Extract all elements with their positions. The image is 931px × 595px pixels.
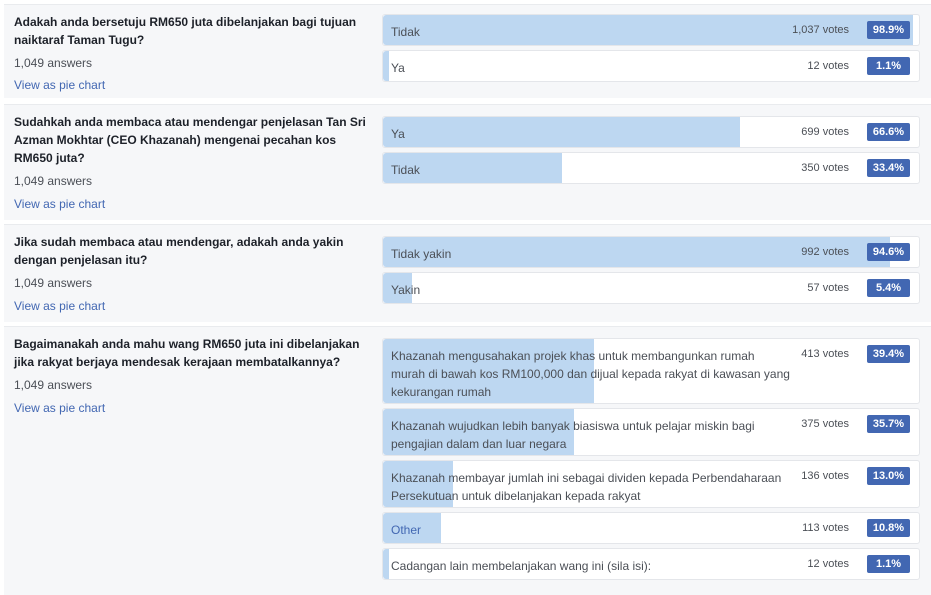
other-responses-link[interactable]: Other: [391, 523, 422, 537]
option-label: Tidak yakin: [391, 247, 452, 261]
answer-count: 1,049 answers: [14, 56, 93, 70]
view-pie-chart-link[interactable]: View as pie chart: [14, 401, 106, 415]
vote-count: 350 votes: [801, 162, 849, 174]
vote-count: 136 votes: [801, 470, 849, 482]
vote-count: 12 votes: [807, 558, 849, 570]
poll-option[interactable]: [382, 152, 920, 184]
vote-count: 992 votes: [801, 246, 849, 258]
question-title: Jika sudah membaca atau mendengar, adakah anda yakin dengan penjelasan itu?: [14, 235, 344, 267]
option-label: Khazanah membayar jumlah ini sebagai dividen kepada Perbendaharaan Persekutuan untuk dibelanjakan kepada rakyat: [391, 471, 782, 503]
question-title: Sudahkah anda membaca atau mendengar penjelasan Tan Sri Azman Mokhtar (CEO Khazanah) mengenai pecahan kos RM650 juta?: [14, 115, 366, 165]
vote-bar: [383, 51, 389, 81]
option-label: Khazanah mengusahakan projek khas untuk membangunkan rumah murah di bawah kos RM100,000 dan dijual kepada rakyat di kawasan yang kekurangan rumah: [391, 349, 790, 399]
percentage-badge: 39.4%: [867, 345, 910, 363]
vote-bar: [383, 549, 389, 579]
poll-option[interactable]: [382, 338, 920, 404]
poll-option[interactable]: [382, 408, 920, 456]
poll-option[interactable]: [382, 236, 920, 268]
option-label: Khazanah wujudkan lebih banyak biasiswa untuk pelajar miskin bagi pengajian dalam dan luar negara: [391, 419, 755, 451]
option-label: Tidak: [391, 163, 420, 177]
answer-count: 1,049 answers: [14, 276, 93, 290]
vote-count: 699 votes: [801, 126, 849, 138]
option-label: Yakin: [391, 283, 421, 297]
percentage-badge: 33.4%: [867, 159, 910, 177]
percentage-badge: 94.6%: [867, 243, 910, 261]
option-label: Tidak: [391, 25, 420, 39]
poll-option[interactable]: [382, 548, 920, 580]
percentage-badge: 1.1%: [867, 57, 910, 75]
view-pie-chart-link[interactable]: View as pie chart: [14, 197, 106, 211]
percentage-badge: 5.4%: [867, 279, 910, 297]
percentage-badge: 13.0%: [867, 467, 910, 485]
vote-count: 57 votes: [807, 282, 849, 294]
view-pie-chart-link[interactable]: View as pie chart: [14, 78, 106, 92]
vote-count: 1,037 votes: [792, 24, 849, 36]
percentage-badge: 10.8%: [867, 519, 910, 537]
poll-option[interactable]: [382, 116, 920, 148]
poll-option[interactable]: [382, 460, 920, 508]
poll-option-other[interactable]: [382, 512, 920, 544]
poll-option[interactable]: [382, 14, 920, 46]
option-label: Cadangan lain membelanjakan wang ini (sila isi):: [391, 559, 652, 573]
vote-count: 375 votes: [801, 418, 849, 430]
view-pie-chart-link[interactable]: View as pie chart: [14, 299, 106, 313]
vote-count: 12 votes: [807, 60, 849, 72]
vote-count: 113 votes: [802, 522, 849, 534]
poll-option[interactable]: [382, 272, 920, 304]
vote-count: 413 votes: [801, 348, 849, 360]
question-title: Adakah anda bersetuju RM650 juta dibelanjakan bagi tujuan naiktaraf Taman Tugu?: [14, 15, 357, 47]
answer-count: 1,049 answers: [14, 378, 93, 392]
question-title: Bagaimanakah anda mahu wang RM650 juta ini dibelanjakan jika rakyat berjaya mendesak kerajaan membatalkannya?: [14, 337, 360, 369]
percentage-badge: 66.6%: [867, 123, 910, 141]
percentage-badge: 98.9%: [867, 21, 910, 39]
answer-count: 1,049 answers: [14, 174, 93, 188]
option-label: Ya: [391, 127, 405, 141]
percentage-badge: 35.7%: [867, 415, 910, 433]
poll-option[interactable]: [382, 50, 920, 82]
option-label: Ya: [391, 61, 405, 75]
percentage-badge: 1.1%: [867, 555, 910, 573]
